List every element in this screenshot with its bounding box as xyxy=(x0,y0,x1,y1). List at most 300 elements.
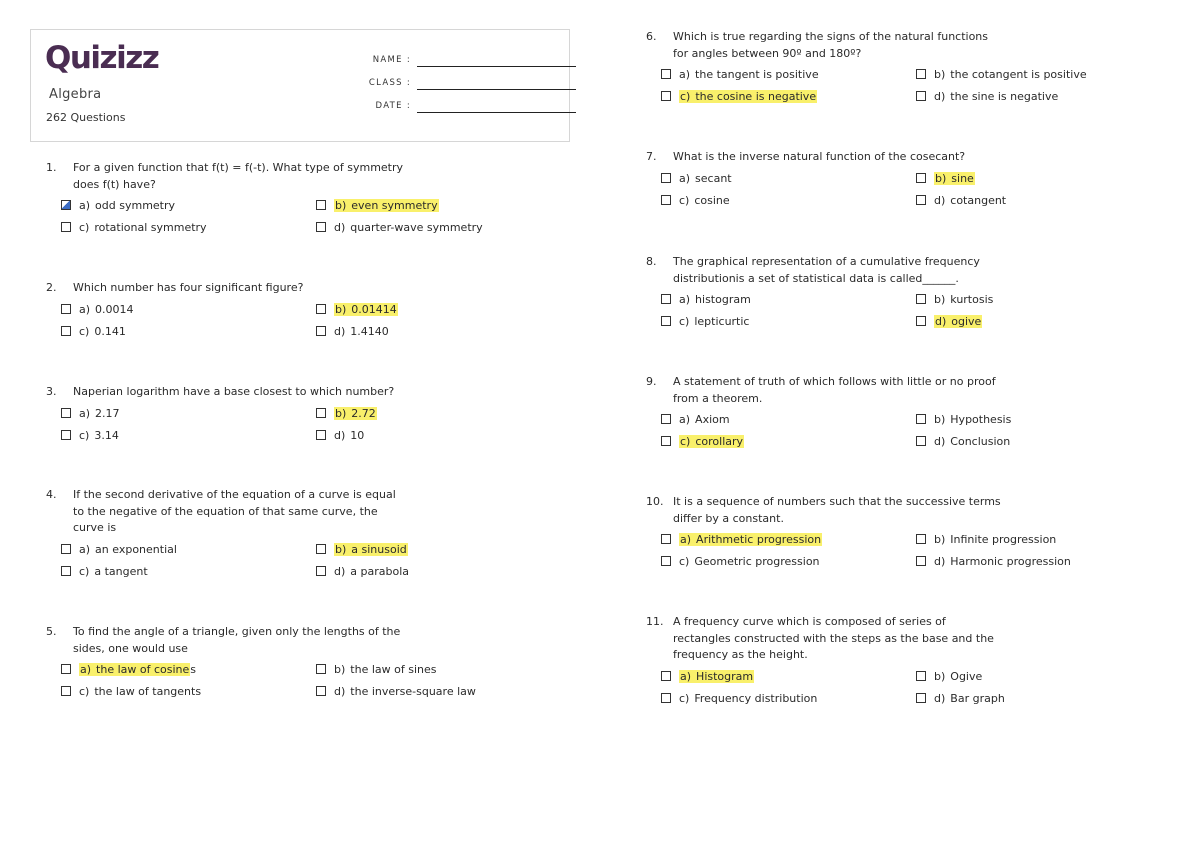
checkbox-icon[interactable] xyxy=(61,686,71,696)
question-number: 6. xyxy=(646,30,657,43)
answer-option-b[interactable] xyxy=(316,406,377,422)
option-label: 1.4140 xyxy=(350,324,389,338)
answer-option-d[interactable] xyxy=(916,691,1005,707)
checkbox-icon[interactable] xyxy=(661,693,671,703)
question-line: does f(t) have? xyxy=(73,177,156,191)
option-label: a parabola xyxy=(350,564,410,578)
question-line: for angles between 90º and 180º? xyxy=(673,46,862,60)
checkbox-icon[interactable] xyxy=(61,430,71,440)
answer-option-b[interactable] xyxy=(916,669,982,685)
answer-option-b[interactable] xyxy=(916,67,1087,83)
question-text xyxy=(646,149,1146,166)
option-letter: b) xyxy=(934,413,946,426)
checkbox-icon[interactable] xyxy=(661,91,671,101)
question-10 xyxy=(646,494,1146,576)
answer-text xyxy=(679,533,822,546)
answer-option-b[interactable] xyxy=(316,542,408,558)
answer-text xyxy=(679,670,754,683)
answer-option-b[interactable] xyxy=(916,412,1011,428)
option-letter: d) xyxy=(934,435,946,448)
answer-text xyxy=(79,429,119,442)
question-4 xyxy=(46,487,546,586)
answer-option-c[interactable] xyxy=(661,89,817,105)
answer-highlight xyxy=(334,199,439,212)
question-3 xyxy=(46,384,546,450)
answer-highlight xyxy=(334,407,377,420)
option-label: histogram xyxy=(695,293,751,306)
option-letter: d) xyxy=(934,90,946,103)
answer-option-a[interactable] xyxy=(61,198,175,214)
option-letter: d) xyxy=(935,315,947,328)
answer-option-a[interactable] xyxy=(61,302,134,318)
question-line: differ by a constant. xyxy=(673,511,784,525)
question-text xyxy=(46,487,546,537)
answer-highlight xyxy=(679,435,744,448)
answer-text xyxy=(334,199,439,212)
answer-text xyxy=(934,315,982,328)
option-label: the law of sines xyxy=(350,663,437,676)
question-line: If the second derivative of the equation of a curve is equal xyxy=(73,488,396,501)
option-letter: c) xyxy=(679,691,690,705)
checkbox-icon[interactable] xyxy=(661,534,671,544)
answer-text xyxy=(679,293,751,306)
checkbox-icon[interactable] xyxy=(661,414,671,424)
question-11 xyxy=(646,614,1146,713)
option-label: 2.72 xyxy=(351,406,376,420)
question-text xyxy=(646,494,1146,527)
checkbox-icon[interactable] xyxy=(316,200,326,210)
checkbox-icon[interactable] xyxy=(916,693,926,703)
answer-text xyxy=(679,68,819,81)
answer-option-a[interactable] xyxy=(661,292,751,308)
question-number: 5. xyxy=(46,625,57,638)
answer-highlight xyxy=(334,303,398,316)
answer-options xyxy=(46,406,546,450)
question-text xyxy=(46,160,546,193)
checkbox-icon[interactable] xyxy=(916,173,926,183)
question-number: 8. xyxy=(646,255,657,268)
checkbox-icon[interactable] xyxy=(661,556,671,566)
answer-text xyxy=(934,172,975,185)
answer-highlight xyxy=(679,533,822,546)
answer-option-c[interactable] xyxy=(661,554,820,570)
answer-text xyxy=(934,413,1011,426)
checkbox-icon[interactable] xyxy=(61,326,71,336)
answer-text xyxy=(334,685,476,698)
option-label: even symmetry xyxy=(351,199,438,212)
date-line xyxy=(417,112,576,113)
checkbox-icon[interactable] xyxy=(916,294,926,304)
answer-text xyxy=(934,670,982,683)
option-letter: d) xyxy=(334,221,346,234)
option-letter: a) xyxy=(679,68,691,81)
answer-text xyxy=(334,429,364,442)
option-label: sine xyxy=(951,171,974,185)
question-line: It is a sequence of numbers such that the successive terms xyxy=(673,495,1001,508)
checkbox-icon[interactable] xyxy=(916,671,926,681)
checkbox-icon[interactable] xyxy=(661,436,671,446)
question-line: frequency as the height. xyxy=(673,648,808,661)
answer-text xyxy=(679,692,817,705)
checkbox-icon[interactable] xyxy=(316,326,326,336)
option-label: the tangent is positive xyxy=(695,68,819,81)
option-letter: d) xyxy=(334,324,346,338)
checkbox-icon[interactable] xyxy=(316,544,326,554)
option-label: Arithmetic progression xyxy=(696,533,822,546)
answer-option-c[interactable] xyxy=(661,691,817,707)
option-label: 0.0014 xyxy=(95,302,134,316)
option-label: Conclusion xyxy=(950,435,1011,448)
answer-text: a) the law of cosines xyxy=(80,663,197,676)
question-number: 11. xyxy=(646,615,664,628)
answer-text xyxy=(934,692,1005,705)
option-letter: a) xyxy=(679,171,691,185)
checkbox-icon[interactable] xyxy=(661,195,671,205)
subject-title: Algebra xyxy=(49,87,102,102)
answer-option-a[interactable] xyxy=(61,542,177,558)
option-letter: c) xyxy=(79,564,90,578)
answer-text xyxy=(934,293,993,306)
question-line: from a theorem. xyxy=(673,391,763,405)
option-label: odd symmetry xyxy=(95,199,176,212)
answer-option-c[interactable] xyxy=(61,220,207,236)
answer-option-a[interactable] xyxy=(661,532,822,548)
option-label: the sine is negative xyxy=(950,90,1059,103)
checkbox-icon[interactable] xyxy=(316,222,326,232)
option-letter: a) xyxy=(680,669,692,683)
option-letter: a) xyxy=(679,293,691,306)
checkbox-icon[interactable] xyxy=(916,195,926,205)
answer-text xyxy=(79,221,207,234)
option-label: the law of tangents xyxy=(94,685,202,698)
answer-options xyxy=(646,532,1146,576)
checkbox-icon[interactable] xyxy=(916,91,926,101)
question-line: To find the angle of a triangle, given only the lengths of the xyxy=(73,625,401,638)
checkbox-icon[interactable] xyxy=(61,304,71,314)
checkbox-icon[interactable] xyxy=(916,69,926,79)
question-text xyxy=(646,614,1146,664)
option-letter: c) xyxy=(680,90,691,103)
question-number: 3. xyxy=(46,385,57,398)
answer-text xyxy=(679,194,730,207)
question-line: Which number has four significant figure? xyxy=(73,281,304,294)
answer-highlight xyxy=(934,315,982,328)
answer-option-d[interactable] xyxy=(916,554,1071,570)
answer-option-d[interactable] xyxy=(316,220,483,236)
checkbox-icon[interactable] xyxy=(916,414,926,424)
question-line: A frequency curve which is composed of series of xyxy=(673,615,946,628)
checkbox-icon[interactable] xyxy=(661,294,671,304)
answer-option-d[interactable] xyxy=(316,428,364,444)
answer-option-a[interactable] xyxy=(61,662,196,678)
question-line: curve is xyxy=(73,521,117,534)
option-letter: b) xyxy=(334,663,346,676)
option-label: Geometric progression xyxy=(694,555,820,568)
option-letter: c) xyxy=(79,685,90,698)
answer-text xyxy=(79,543,177,556)
option-letter: b) xyxy=(934,533,946,546)
answer-option-a[interactable] xyxy=(661,412,730,428)
answer-text xyxy=(334,221,483,234)
answer-text xyxy=(79,199,175,212)
answer-text xyxy=(79,565,148,578)
checkbox-icon[interactable] xyxy=(61,200,71,210)
answer-text xyxy=(334,565,409,578)
checkbox-icon[interactable] xyxy=(916,556,926,566)
answer-option-c[interactable] xyxy=(661,314,749,330)
checkbox-icon[interactable] xyxy=(316,408,326,418)
question-6 xyxy=(646,29,1146,111)
answer-highlight: a) the law of cosine xyxy=(80,663,190,676)
answer-option-b[interactable] xyxy=(916,292,993,308)
name-field[interactable] xyxy=(351,53,556,67)
checkbox-icon[interactable] xyxy=(61,544,71,554)
answer-options xyxy=(646,67,1146,111)
option-label: 10 xyxy=(350,428,365,442)
answer-text xyxy=(79,303,134,316)
name-label: NAME : xyxy=(372,55,411,65)
option-label: a sinusoid xyxy=(351,542,407,556)
question-line: distributionis a set of statistical data is called______. xyxy=(673,271,959,285)
option-letter: b) xyxy=(934,68,946,81)
checkbox-icon[interactable] xyxy=(61,566,71,576)
answer-option-c[interactable] xyxy=(61,564,148,580)
checkbox-icon[interactable] xyxy=(916,534,926,544)
answer-option-b[interactable] xyxy=(316,662,436,678)
checkbox-icon[interactable] xyxy=(316,566,326,576)
option-letter: b) xyxy=(335,406,347,420)
option-letter: d) xyxy=(334,685,346,698)
option-label: 3.14 xyxy=(94,428,119,442)
answer-option-c[interactable] xyxy=(661,193,730,209)
option-label: Bar graph xyxy=(950,691,1005,705)
option-label: a tangent xyxy=(94,564,148,578)
question-count: 262 Questions xyxy=(46,111,126,124)
option-letter: b) xyxy=(934,293,946,306)
option-label: cotangent xyxy=(950,193,1007,207)
answer-highlight xyxy=(679,90,817,103)
answer-options xyxy=(46,198,546,242)
option-label: lepticurtic xyxy=(694,315,750,328)
answer-text xyxy=(334,325,389,338)
answer-option-d[interactable] xyxy=(916,434,1010,450)
answer-highlight xyxy=(934,172,975,185)
answer-option-d[interactable] xyxy=(916,89,1058,105)
checkbox-icon[interactable] xyxy=(916,436,926,446)
checkbox-icon[interactable] xyxy=(316,430,326,440)
answer-highlight xyxy=(334,543,408,556)
answer-text xyxy=(934,90,1058,103)
checkbox-icon[interactable] xyxy=(661,316,671,326)
question-number: 2. xyxy=(46,281,57,294)
question-text xyxy=(646,29,1146,62)
answer-option-b[interactable] xyxy=(916,171,975,187)
question-line: A statement of truth of which follows with little or no proof xyxy=(673,375,996,388)
option-label: quarter-wave symmetry xyxy=(350,221,483,234)
option-label: an exponential xyxy=(95,542,177,556)
option-letter: a) xyxy=(79,302,91,316)
worksheet-header xyxy=(30,29,570,142)
option-letter: d) xyxy=(334,564,346,578)
checkbox-icon[interactable] xyxy=(916,316,926,326)
answer-option-a[interactable] xyxy=(661,669,754,685)
checkbox-icon[interactable] xyxy=(61,408,71,418)
answer-text xyxy=(934,68,1087,81)
answer-option-c[interactable] xyxy=(661,434,744,450)
answer-text xyxy=(679,90,817,103)
answer-text xyxy=(79,685,201,698)
checkbox-icon[interactable] xyxy=(661,69,671,79)
answer-options xyxy=(46,542,546,586)
question-line: rectangles constructed with the steps as the base and the xyxy=(673,631,994,645)
checkbox-icon[interactable] xyxy=(316,664,326,674)
option-letter: c) xyxy=(79,428,90,442)
answer-option-b[interactable] xyxy=(916,532,1056,548)
option-letter: a) xyxy=(679,413,691,426)
option-letter: a) xyxy=(79,199,91,212)
option-label: 0.141 xyxy=(94,324,126,338)
question-1 xyxy=(46,160,546,242)
question-text xyxy=(46,384,546,401)
answer-options xyxy=(46,662,546,706)
question-line: What is the inverse natural function of the cosecant? xyxy=(673,150,966,163)
option-label: 2.17 xyxy=(95,406,120,420)
option-letter: c) xyxy=(679,555,690,568)
question-9 xyxy=(646,374,1146,456)
option-letter: d) xyxy=(934,691,946,705)
question-line: Which is true regarding the signs of the natural functions xyxy=(673,30,989,43)
answer-option-a[interactable] xyxy=(61,406,120,422)
option-label: kurtosis xyxy=(950,293,994,306)
answer-text xyxy=(934,533,1056,546)
question-text xyxy=(46,280,546,297)
answer-text xyxy=(679,172,732,185)
answer-text xyxy=(334,303,398,316)
option-label: Infinite progression xyxy=(950,533,1057,546)
question-line: Naperian logarithm have a base closest to which number? xyxy=(73,385,395,398)
answer-text xyxy=(934,194,1006,207)
option-label: corollary xyxy=(695,435,744,448)
option-letter: a) xyxy=(79,542,91,556)
checkbox-icon[interactable] xyxy=(661,671,671,681)
answer-option-d[interactable] xyxy=(316,684,476,700)
option-letter: c) xyxy=(79,221,90,234)
option-letter: c) xyxy=(679,193,690,207)
answer-text xyxy=(79,407,120,420)
checkbox-icon[interactable] xyxy=(61,664,71,674)
question-2 xyxy=(46,280,546,346)
answer-option-b[interactable] xyxy=(316,198,439,214)
answer-option-b[interactable] xyxy=(316,302,398,318)
option-letter: c) xyxy=(79,324,90,338)
answer-options xyxy=(46,302,546,346)
question-line: to the negative of the equation of that same curve, the xyxy=(73,504,378,518)
question-7 xyxy=(646,149,1146,215)
option-letter: a) xyxy=(680,533,692,546)
answer-text xyxy=(679,555,820,568)
question-5 xyxy=(46,624,546,706)
class-label: CLASS : xyxy=(368,78,411,88)
answer-options xyxy=(646,171,1146,215)
question-text xyxy=(46,624,546,657)
answer-text xyxy=(334,543,408,556)
answer-highlight xyxy=(679,670,754,683)
class-field[interactable] xyxy=(351,76,556,90)
name-line xyxy=(417,66,576,67)
option-label: the cotangent is positive xyxy=(950,68,1087,81)
option-letter: b) xyxy=(335,199,347,212)
answer-option-c[interactable] xyxy=(61,684,201,700)
answer-option-d[interactable] xyxy=(916,314,982,330)
checkbox-icon[interactable] xyxy=(61,222,71,232)
class-line xyxy=(417,89,576,90)
question-text xyxy=(646,254,1146,287)
answer-options xyxy=(646,412,1146,456)
question-line: sides, one would use xyxy=(73,641,188,655)
question-line: For a given function that f(t) = f(-t). What type of symmetry xyxy=(73,161,404,174)
option-letter: d) xyxy=(934,555,946,568)
option-label: Hypothesis xyxy=(950,413,1012,426)
option-letter: b) xyxy=(934,669,946,683)
question-number: 1. xyxy=(46,161,57,174)
question-text xyxy=(646,374,1146,407)
question-line: The graphical representation of a cumulative frequency xyxy=(673,255,980,268)
option-letter: b) xyxy=(335,542,347,556)
answer-text xyxy=(934,435,1010,448)
date-label: DATE : xyxy=(375,101,411,111)
option-label: Axiom xyxy=(695,413,730,426)
option-label: the inverse-square law xyxy=(350,685,476,698)
checkbox-icon[interactable] xyxy=(316,304,326,314)
option-label: Frequency distribution xyxy=(694,691,818,705)
answer-option-d[interactable] xyxy=(316,324,389,340)
answer-option-d[interactable] xyxy=(316,564,409,580)
answer-text xyxy=(934,555,1071,568)
answer-option-a[interactable] xyxy=(661,171,732,187)
checkbox-icon[interactable] xyxy=(661,173,671,183)
option-label: Histogram xyxy=(696,669,754,683)
option-letter: c) xyxy=(679,315,690,328)
option-letter: b) xyxy=(935,171,947,185)
question-number: 9. xyxy=(646,375,657,388)
answer-option-c[interactable] xyxy=(61,428,119,444)
answer-options xyxy=(646,292,1146,336)
quizizz-logo: Quizizz xyxy=(45,40,159,76)
answer-options xyxy=(646,669,1146,713)
answer-option-d[interactable] xyxy=(916,193,1006,209)
option-letter: d) xyxy=(934,193,946,207)
answer-text xyxy=(679,435,744,448)
option-letter: a) xyxy=(79,406,91,420)
option-letter: b) xyxy=(335,302,347,316)
question-number: 7. xyxy=(646,150,657,163)
question-8 xyxy=(646,254,1146,336)
answer-text xyxy=(334,663,436,676)
answer-option-c[interactable] xyxy=(61,324,126,340)
answer-text xyxy=(79,325,126,338)
option-label: 0.01414 xyxy=(351,302,397,316)
checkbox-icon[interactable] xyxy=(316,686,326,696)
option-letter: a) xyxy=(80,663,92,676)
answer-option-a[interactable] xyxy=(661,67,819,83)
option-label: cosine xyxy=(694,193,730,207)
answer-text xyxy=(679,413,730,426)
answer-text xyxy=(679,315,749,328)
option-label: Harmonic progression xyxy=(950,555,1071,568)
date-field[interactable] xyxy=(351,99,556,113)
question-number: 4. xyxy=(46,488,57,501)
option-label: Ogive xyxy=(950,669,983,683)
